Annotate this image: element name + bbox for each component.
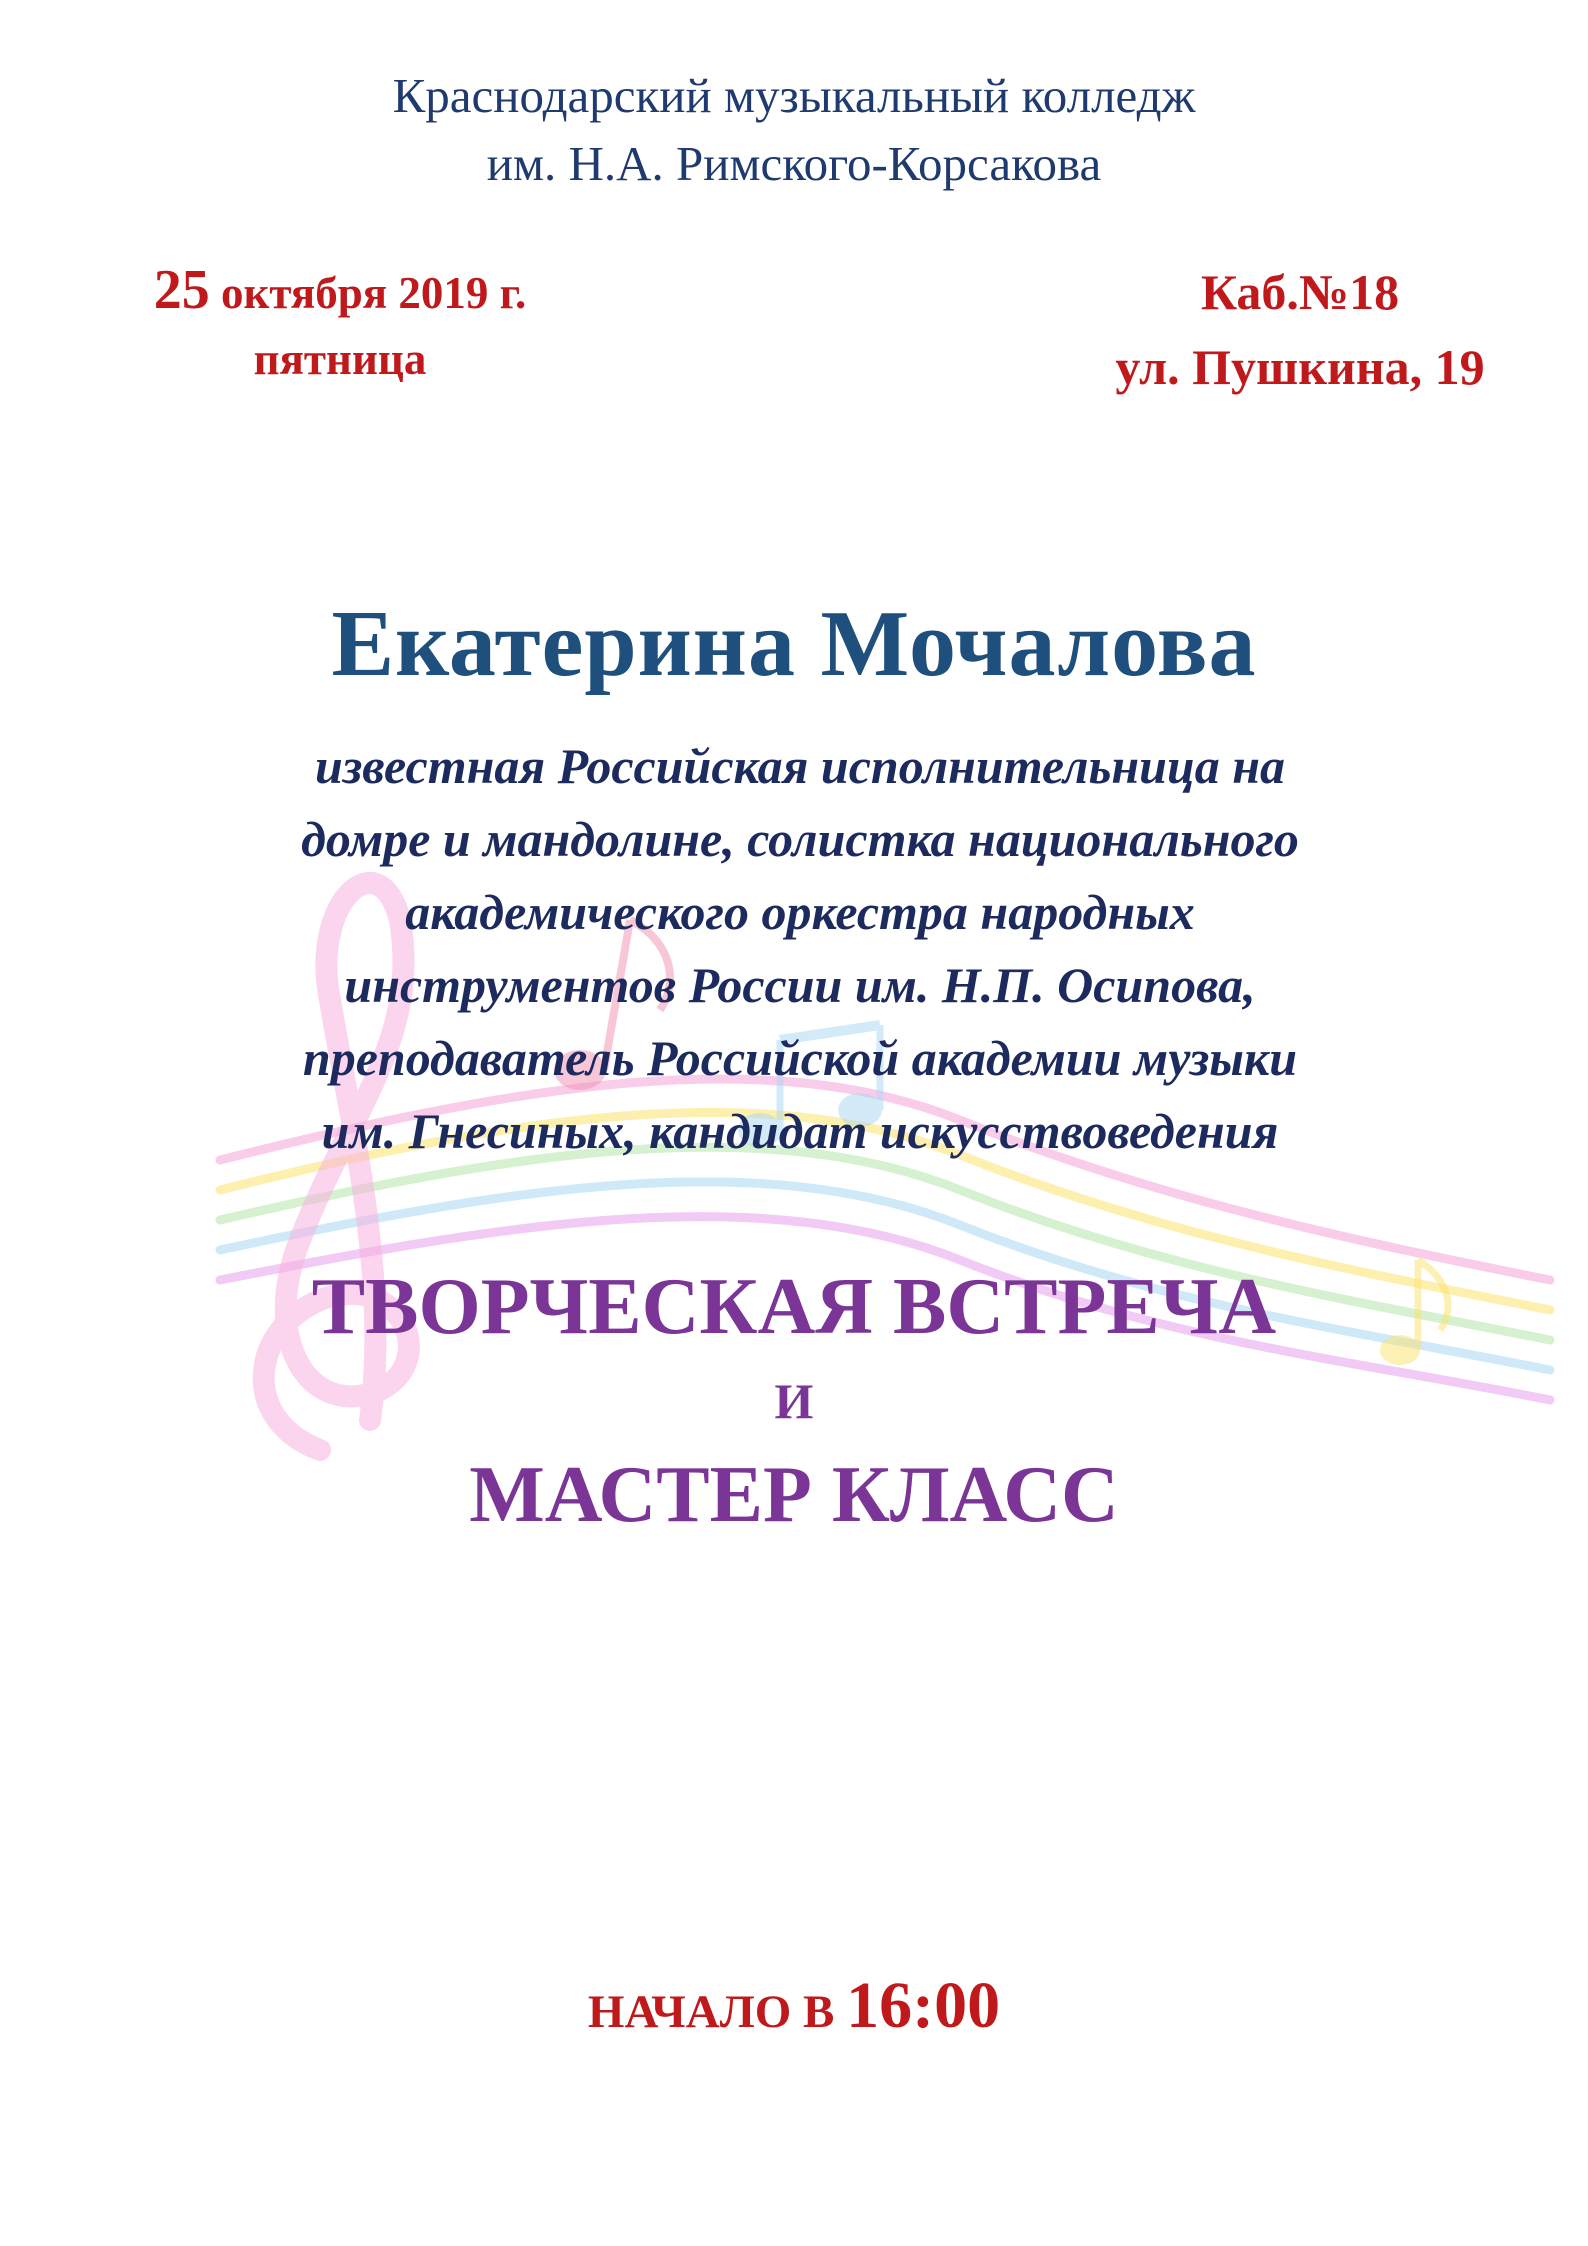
start-time xyxy=(0,1968,1588,2044)
college-name xyxy=(0,62,1588,198)
start-label: НАЧАЛО В xyxy=(587,1986,847,2038)
location-room: Каб.№18 xyxy=(1200,264,1400,320)
artist-name: Екатерина Мочалова xyxy=(331,592,1257,696)
date-line xyxy=(50,255,630,328)
description-line: инструментов России им. Н.П. Осипова, xyxy=(344,957,1256,1013)
college-line-1: Краснодарский музыкальный колледж xyxy=(392,68,1196,123)
artist-description xyxy=(140,730,1460,1168)
event-title-line-1: ТВОРЧЕСКАЯ ВСТРЕЧА xyxy=(311,1263,1277,1351)
event-location xyxy=(1040,255,1560,405)
description-line: известная Российская исполнительница на xyxy=(314,738,1286,794)
location-address: ул. Пушкина, 19 xyxy=(1115,339,1485,395)
start-time-value: 16:00 xyxy=(846,1969,1001,2042)
description-line: домре и мандолине, солистка национального xyxy=(301,811,1299,867)
event-title-line-2: И xyxy=(774,1373,814,1429)
event-date xyxy=(50,255,630,390)
description-line: преподаватель Российской академии музыки xyxy=(302,1030,1298,1086)
date-day: 25 xyxy=(153,259,210,321)
description-line: им. Гнесиных, кандидат искусствоведения xyxy=(321,1103,1279,1159)
date-month-year: октября 2019 г. xyxy=(209,268,527,318)
event-title-line-3: МАСТЕР КЛАСС xyxy=(469,1451,1119,1539)
date-weekday: пятница xyxy=(253,334,427,384)
college-line-2: им. Н.А. Римского-Корсакова xyxy=(486,136,1102,191)
description-line: академического оркестра народных xyxy=(405,884,1195,940)
